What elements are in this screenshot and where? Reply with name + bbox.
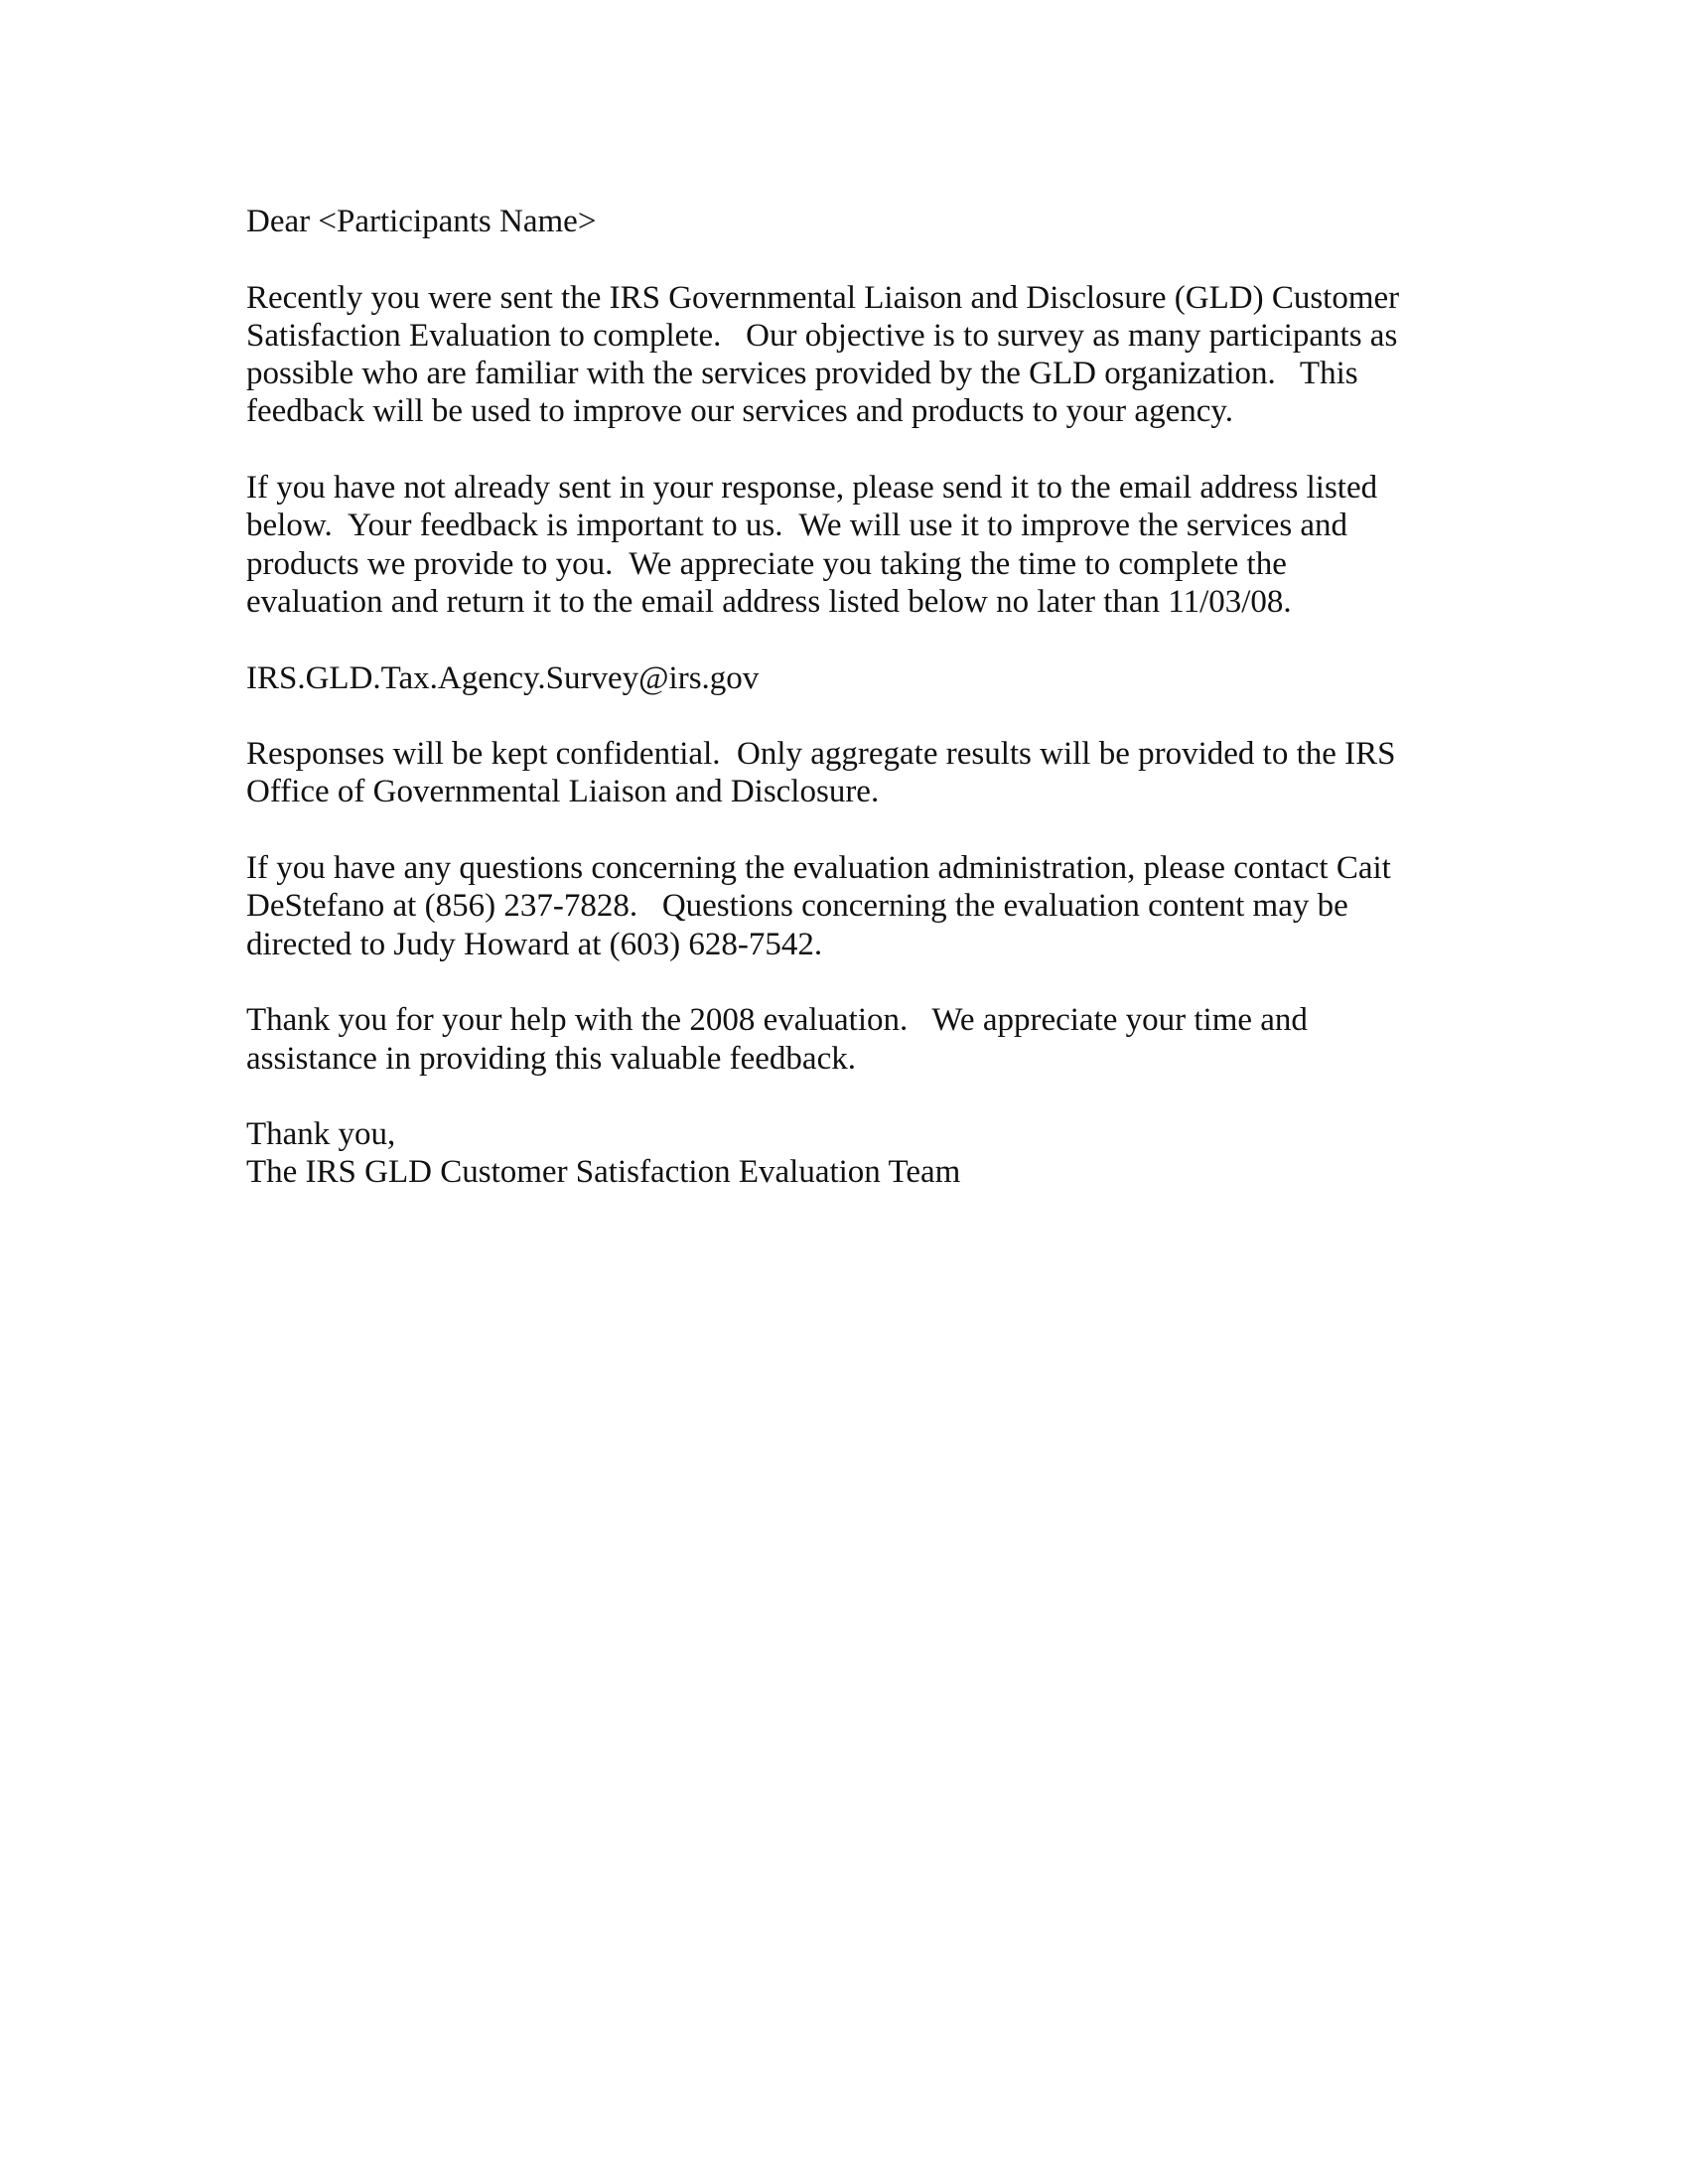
text-line: If you have not already sent in your response, please send it to the email address listed — [246, 470, 1378, 507]
paragraph-confidentiality — [246, 735, 1537, 811]
text-line: directed to Judy Howard at (603) 628-7542. — [246, 926, 823, 962]
letter-body — [246, 203, 1537, 1192]
text-line: Thank you for your help with the 2008 evaluation. We appreciate your time and — [246, 1002, 1308, 1039]
paragraph-survey-intro — [246, 279, 1537, 431]
text-line: DeStefano at (856) 237-7828. Questions concerning the evaluation content may be — [246, 888, 1348, 925]
text-line: Responses will be kept confidential. Only aggregate results will be provided to the IRS — [246, 736, 1396, 773]
text-line: Recently you were sent the IRS Governmental Liaison and Disclosure (GLD) Customer — [246, 279, 1400, 316]
text-line: products we provide to you. We appreciate you taking the time to complete the — [246, 545, 1287, 582]
text-line: below. Your feedback is important to us. We will use it to improve the services and — [246, 508, 1348, 544]
paragraph-response-request — [246, 469, 1537, 621]
text-line: IRS.GLD.Tax.Agency.Survey@irs.gov — [246, 659, 760, 696]
text-line: Office of Governmental Liaison and Disclosure. — [246, 774, 880, 810]
closing — [246, 1115, 1537, 1192]
text-line: assistance in providing this valuable feedback. — [246, 1040, 856, 1077]
text-line: possible who are familiar with the services provided by the GLD organization. This — [246, 356, 1358, 392]
letter-paragraphs — [246, 279, 1537, 1078]
salutation — [246, 203, 1537, 240]
salutation-text: Dear <Participants Name> — [246, 204, 597, 239]
signature: The IRS GLD Customer Satisfaction Evaluation Team — [246, 1154, 961, 1191]
text-line: Satisfaction Evaluation to complete. Our objective is to survey as many participants as — [246, 317, 1398, 354]
closing-text: Thank you, — [246, 1116, 396, 1153]
email-address[interactable] — [246, 659, 1537, 697]
paragraph-contacts — [246, 849, 1537, 963]
text-line: feedback will be used to improve our services and products to your agency. — [246, 393, 1233, 430]
paragraph-thanks — [246, 1001, 1537, 1078]
text-line: If you have any questions concerning the evaluation administration, please contact Cait — [246, 850, 1391, 887]
text-line: evaluation and return it to the email address listed below no later than 11/03/08. — [246, 583, 1292, 620]
